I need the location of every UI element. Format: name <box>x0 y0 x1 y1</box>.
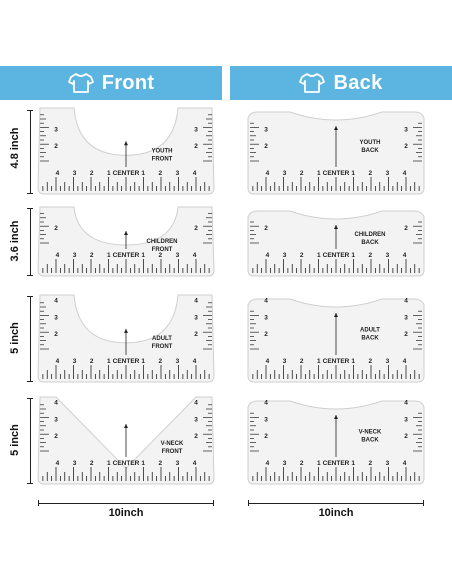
bottom-number: 2 <box>89 460 94 467</box>
bottom-number: 2 <box>368 170 373 177</box>
bottom-number: 4 <box>55 170 60 177</box>
height-tick <box>27 296 33 297</box>
side-number-right: 3 <box>194 126 198 134</box>
bottom-number: 4 <box>265 170 270 177</box>
width-tick <box>38 500 39 506</box>
side-number-left: 4 <box>264 399 268 407</box>
side-number-left: 3 <box>54 126 58 134</box>
center-label: CENTER <box>112 460 140 467</box>
center-label: CENTER <box>322 170 350 177</box>
ruler-vneck-back <box>248 397 424 484</box>
height-tick <box>27 193 33 194</box>
back-header <box>230 66 452 100</box>
side-number-right: 4 <box>404 399 408 407</box>
bottom-number: 3 <box>282 460 287 467</box>
bottom-number: 2 <box>368 358 373 365</box>
bottom-number: 4 <box>402 252 407 259</box>
height-line-3 <box>30 296 31 382</box>
bottom-number: 3 <box>282 252 287 259</box>
bottom-number: 3 <box>282 358 287 365</box>
ruler-type-label: FRONT <box>161 448 183 455</box>
side-number-right: 2 <box>194 143 198 151</box>
bottom-number: 3 <box>385 252 390 259</box>
bottom-number: 2 <box>368 252 373 259</box>
bottom-number: 4 <box>55 252 60 259</box>
side-number-right: 3 <box>404 126 408 134</box>
side-number-right: 4 <box>194 399 198 407</box>
ruler-youth-back <box>248 108 424 194</box>
height-tick <box>27 110 33 111</box>
tshirt-icon <box>299 72 325 94</box>
height-line-4 <box>30 398 31 484</box>
ruler-type-label: YOUTH <box>151 148 173 155</box>
bottom-number: 2 <box>158 252 163 259</box>
side-number-right: 2 <box>194 225 198 233</box>
height-tick <box>27 483 33 484</box>
ruler-youth-front <box>38 108 214 194</box>
bottom-number: 1 <box>141 460 145 467</box>
bottom-number: 1 <box>317 252 321 259</box>
height-tick <box>27 208 33 209</box>
bottom-number: 1 <box>351 460 355 467</box>
height-tick <box>27 381 33 382</box>
side-number-right: 2 <box>404 225 408 233</box>
side-number-left: 4 <box>264 297 268 305</box>
side-number-right: 2 <box>404 331 408 339</box>
bottom-number: 1 <box>141 358 145 365</box>
side-number-right: 3 <box>404 416 408 424</box>
ruler-type-label: V-NECK <box>160 440 184 447</box>
height-label-2: 3.6 inch <box>9 220 21 262</box>
ruler-vneck-front <box>38 397 214 484</box>
width-tick <box>248 500 249 506</box>
ruler-type-label: FRONT <box>151 344 173 351</box>
width-line-back <box>248 503 424 504</box>
width-line-front <box>38 503 214 504</box>
center-label: CENTER <box>112 358 140 365</box>
bottom-number: 3 <box>72 252 77 259</box>
ruler-type-label: CHILDREN <box>146 238 178 245</box>
side-number-left: 3 <box>264 314 268 322</box>
side-number-left: 2 <box>264 433 268 441</box>
front-header <box>0 66 222 100</box>
ruler-adult-back <box>248 295 424 382</box>
bottom-number: 2 <box>158 358 163 365</box>
side-number-right: 3 <box>194 416 198 424</box>
ruler-type-label: FRONT <box>151 246 173 253</box>
bottom-number: 4 <box>55 460 60 467</box>
bottom-number: 3 <box>385 170 390 177</box>
bottom-number: 1 <box>107 252 111 259</box>
bottom-number: 2 <box>158 460 163 467</box>
bottom-number: 1 <box>141 252 145 259</box>
center-label: CENTER <box>322 358 350 365</box>
side-number-right: 3 <box>194 314 198 322</box>
back-title: Back <box>333 71 383 94</box>
bottom-number: 1 <box>107 358 111 365</box>
side-number-right: 4 <box>404 297 408 305</box>
height-tick <box>27 398 33 399</box>
center-arrow <box>124 231 128 235</box>
width-label-back: 10inch <box>318 507 354 519</box>
ruler-type-label: ADULT <box>152 336 172 343</box>
ruler-type-label: YOUTH <box>359 140 381 147</box>
bottom-number: 1 <box>107 460 111 467</box>
ruler-adult-front <box>38 295 214 382</box>
bottom-number: 4 <box>192 460 197 467</box>
center-arrow <box>124 141 128 145</box>
side-number-left: 2 <box>264 143 268 151</box>
bottom-number: 3 <box>385 358 390 365</box>
ruler-type-label: BACK <box>361 335 379 342</box>
height-tick <box>27 275 33 276</box>
bottom-number: 4 <box>402 358 407 365</box>
bottom-number: 3 <box>385 460 390 467</box>
side-number-right: 3 <box>404 314 408 322</box>
ruler-type-label: V-NECK <box>358 429 382 436</box>
center-arrow <box>124 329 128 333</box>
ruler-type-label: BACK <box>361 239 379 246</box>
width-tick <box>423 500 424 506</box>
bottom-number: 1 <box>351 252 355 259</box>
bottom-number: 2 <box>89 252 94 259</box>
bottom-number: 2 <box>299 358 304 365</box>
bottom-number: 4 <box>265 252 270 259</box>
center-label: CENTER <box>322 460 350 467</box>
bottom-number: 3 <box>72 358 77 365</box>
center-label: CENTER <box>112 170 140 177</box>
side-number-left: 2 <box>54 143 58 151</box>
bottom-number: 1 <box>317 358 321 365</box>
bottom-number: 4 <box>402 170 407 177</box>
width-tick <box>213 500 214 506</box>
front-title: Front <box>101 71 155 94</box>
side-number-left: 3 <box>264 416 268 424</box>
bottom-number: 1 <box>351 358 355 365</box>
ruler-type-label: ADULT <box>360 327 380 334</box>
bottom-number: 2 <box>299 170 304 177</box>
bottom-number: 4 <box>402 460 407 467</box>
bottom-number: 1 <box>317 170 321 177</box>
bottom-number: 4 <box>265 460 270 467</box>
width-label-front: 10inch <box>108 507 144 519</box>
bottom-number: 1 <box>351 170 355 177</box>
center-label: CENTER <box>112 252 140 259</box>
bottom-number: 3 <box>175 358 180 365</box>
bottom-number: 2 <box>89 170 94 177</box>
bottom-number: 2 <box>158 170 163 177</box>
side-number-left: 2 <box>264 225 268 233</box>
side-number-right: 2 <box>404 433 408 441</box>
ruler-type-label: BACK <box>361 437 379 444</box>
side-number-left: 4 <box>54 297 58 305</box>
bottom-number: 2 <box>368 460 373 467</box>
bottom-number: 3 <box>175 170 180 177</box>
side-number-left: 3 <box>54 416 58 424</box>
side-number-left: 3 <box>264 126 268 134</box>
bottom-number: 4 <box>192 170 197 177</box>
bottom-number: 1 <box>141 170 145 177</box>
bottom-number: 3 <box>175 252 180 259</box>
side-number-right: 4 <box>194 297 198 305</box>
height-line-1 <box>30 110 31 194</box>
bottom-number: 4 <box>55 358 60 365</box>
bottom-number: 2 <box>299 460 304 467</box>
bottom-number: 3 <box>282 170 287 177</box>
side-number-right: 2 <box>404 143 408 151</box>
bottom-number: 4 <box>192 358 197 365</box>
side-number-left: 3 <box>54 314 58 322</box>
ruler-type-label: CHILDREN <box>354 231 386 238</box>
ruler-children-back <box>248 207 424 276</box>
side-number-left: 2 <box>54 433 58 441</box>
side-number-right: 2 <box>194 331 198 339</box>
center-arrow <box>124 424 128 428</box>
bottom-number: 1 <box>317 460 321 467</box>
side-number-left: 4 <box>54 399 58 407</box>
side-number-left: 2 <box>264 331 268 339</box>
height-label-3: 5 inch <box>9 322 21 354</box>
center-label: CENTER <box>322 252 350 259</box>
bottom-number: 3 <box>175 460 180 467</box>
bottom-number: 3 <box>72 170 77 177</box>
tshirt-icon <box>68 72 94 94</box>
bottom-number: 1 <box>107 170 111 177</box>
bottom-number: 4 <box>265 358 270 365</box>
ruler-children-front <box>38 207 214 276</box>
side-number-left: 2 <box>54 331 58 339</box>
height-line-2 <box>30 208 31 276</box>
height-label-4: 5 inch <box>9 424 21 456</box>
bottom-number: 3 <box>72 460 77 467</box>
side-number-right: 2 <box>194 433 198 441</box>
side-number-left: 2 <box>54 225 58 233</box>
height-label-1: 4.8 inch <box>9 127 21 169</box>
ruler-type-label: BACK <box>361 148 379 155</box>
bottom-number: 4 <box>192 252 197 259</box>
bottom-number: 2 <box>299 252 304 259</box>
bottom-number: 2 <box>89 358 94 365</box>
ruler-type-label: FRONT <box>151 156 173 163</box>
